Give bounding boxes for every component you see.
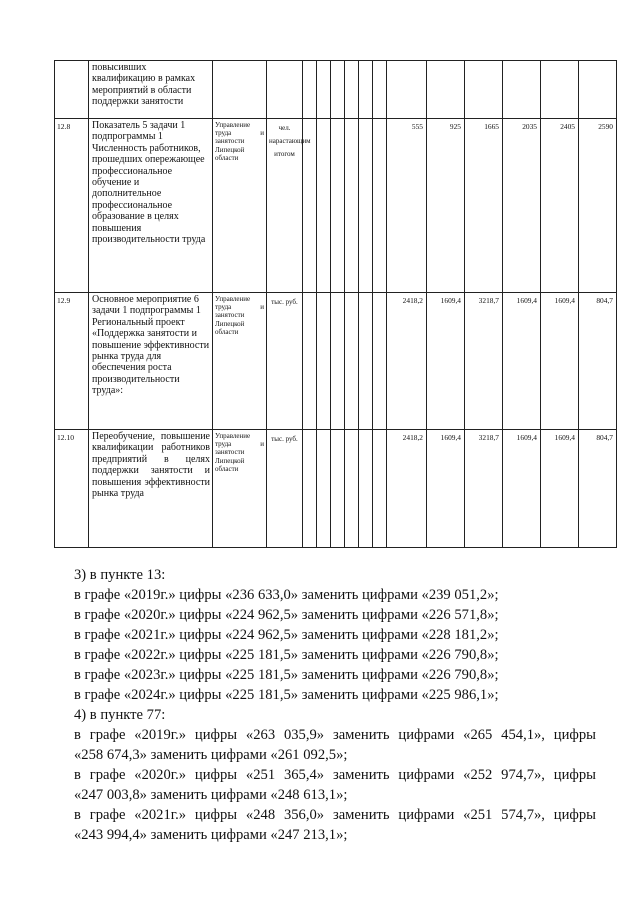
empty-cell [317, 293, 331, 430]
row-unit: тыс. руб. [267, 293, 303, 430]
empty-cell [317, 119, 331, 293]
value-2024: 804,7 [579, 293, 617, 430]
value-2021 [465, 61, 503, 119]
value-2023: 2405 [541, 119, 579, 293]
value-2021: 3218,7 [465, 293, 503, 430]
text-line: в графе «2022г.» цифры «225 181,5» заменить цифрами «226 790,8»; [74, 647, 499, 663]
value-2020: 925 [427, 119, 465, 293]
empty-cell [359, 293, 373, 430]
text-line: «247 003,8» заменить цифрами «248 613,1»; [74, 787, 348, 803]
row-number [55, 61, 89, 119]
value-2023 [541, 61, 579, 119]
text-line: в графе «2021г.» цифры «224 962,5» заменить цифрами «228 181,2»; [74, 627, 499, 643]
row-executor: Управление труда и занятости Липецкой области [213, 119, 267, 293]
empty-cell [331, 61, 345, 119]
table-row [55, 293, 617, 430]
table-row [55, 430, 617, 548]
empty-cell [345, 119, 359, 293]
program-table [54, 60, 617, 548]
table-row [55, 61, 617, 119]
empty-cell [359, 430, 373, 548]
value-2022: 1609,4 [503, 430, 541, 548]
text-line: 3) в пункте 13: [74, 567, 166, 583]
empty-cell [303, 293, 317, 430]
text-line: в графе «2020г.» цифры «251 365,4» заменить цифрами «252 974,7», цифры [74, 767, 596, 783]
text-line: в графе «2024г.» цифры «225 181,5» заменить цифрами «225 986,1»; [74, 687, 499, 703]
table-row [55, 119, 617, 293]
row-number: 12.9 [55, 293, 89, 430]
empty-cell [345, 61, 359, 119]
row-number: 12.8 [55, 119, 89, 293]
empty-cell [345, 430, 359, 548]
empty-cell [373, 119, 387, 293]
value-2020 [427, 61, 465, 119]
value-2024: 2590 [579, 119, 617, 293]
row-executor: Управление труда и занятости Липецкой области [213, 293, 267, 430]
empty-cell [359, 61, 373, 119]
empty-cell [303, 430, 317, 548]
row-name: Показатель 5 задачи 1 подпрограммы 1 Численность работников, прошедших опережающее профессиональное обучение и дополнительное профессиональное образование в целях повышения производительности труда [89, 119, 213, 293]
value-2019: 2418,2 [387, 293, 427, 430]
empty-cell [303, 61, 317, 119]
empty-cell [359, 119, 373, 293]
row-name: повысивших квалификацию в рамках мероприятий в области поддержки занятости [89, 61, 213, 119]
empty-cell [331, 293, 345, 430]
row-name: Основное мероприятие 6 задачи 1 подпрограммы 1 Региональный проект «Поддержка занятости и повышение эффективности рынка труда для обеспечения роста производительности труда»: [89, 293, 213, 430]
row-number: 12.10 [55, 430, 89, 548]
value-2023: 1609,4 [541, 293, 579, 430]
row-unit: чел. нарастающим итогом [267, 119, 303, 293]
empty-cell [331, 119, 345, 293]
value-2024 [579, 61, 617, 119]
empty-cell [331, 430, 345, 548]
value-2021: 1665 [465, 119, 503, 293]
text-line: в графе «2021г.» цифры «248 356,0» заменить цифрами «251 574,7», цифры [74, 807, 596, 823]
row-executor [213, 61, 267, 119]
text-line: в графе «2023г.» цифры «225 181,5» заменить цифрами «226 790,8»; [74, 667, 499, 683]
value-2022: 2035 [503, 119, 541, 293]
row-executor: Управление труда и занятости Липецкой области [213, 430, 267, 548]
text-line: «243 994,4» заменить цифрами «247 213,1»; [74, 827, 348, 843]
empty-cell [317, 61, 331, 119]
text-line: в графе «2019г.» цифры «263 035,9» заменить цифрами «265 454,1», цифры [74, 727, 596, 743]
value-2019: 2418,2 [387, 430, 427, 548]
empty-cell [373, 430, 387, 548]
value-2019 [387, 61, 427, 119]
empty-cell [345, 293, 359, 430]
empty-cell [373, 293, 387, 430]
value-2019: 555 [387, 119, 427, 293]
value-2022 [503, 61, 541, 119]
amendment-text [74, 565, 596, 845]
value-2024: 804,7 [579, 430, 617, 548]
text-line: в графе «2020г.» цифры «224 962,5» заменить цифрами «226 571,8»; [74, 607, 499, 623]
value-2020: 1609,4 [427, 430, 465, 548]
empty-cell [317, 430, 331, 548]
row-unit [267, 61, 303, 119]
value-2020: 1609,4 [427, 293, 465, 430]
text-line: в графе «2019г.» цифры «236 633,0» заменить цифрами «239 051,2»; [74, 587, 499, 603]
row-unit: тыс. руб. [267, 430, 303, 548]
text-line: 4) в пункте 77: [74, 707, 166, 723]
value-2022: 1609,4 [503, 293, 541, 430]
row-name: Переобучение, повышение квалификации работников предприятий в целях поддержки занятости и повышения эффективности рынка труда [89, 430, 213, 548]
value-2023: 1609,4 [541, 430, 579, 548]
empty-cell [373, 61, 387, 119]
value-2021: 3218,7 [465, 430, 503, 548]
text-line: «258 674,3» заменить цифрами «261 092,5»; [74, 747, 348, 763]
